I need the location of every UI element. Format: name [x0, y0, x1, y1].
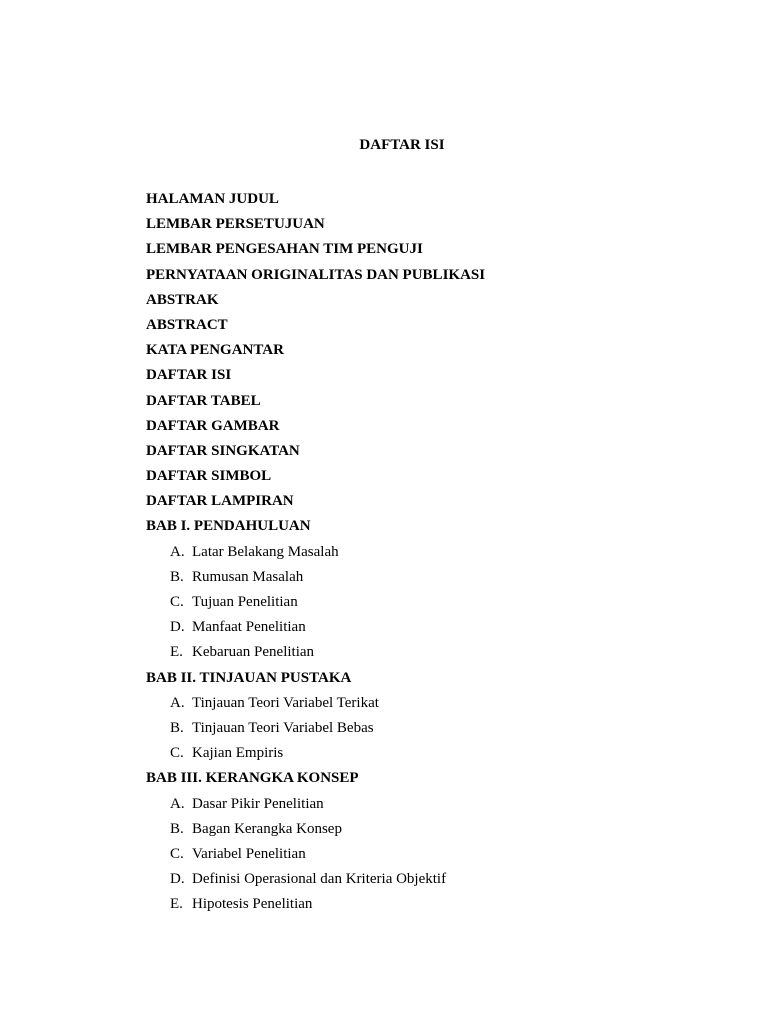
- toc-entry-daftar-simbol: DAFTAR SIMBOL: [146, 468, 272, 485]
- section-label: Latar Belakang Masalah: [192, 543, 339, 560]
- toc-chapter-2: BAB II. TINJAUAN PUSTAKA: [146, 669, 352, 686]
- section-marker: C.: [170, 745, 184, 762]
- toc-section: [146, 716, 485, 741]
- section-label: Tinjauan Teori Variabel Terikat: [192, 694, 379, 711]
- section-label: Variabel Penelitian: [192, 845, 306, 862]
- section-label: Tujuan Penelitian: [192, 594, 298, 610]
- toc-entry-pernyataan-originalitas: PERNYATAAN ORIGINALITAS DAN PUBLIKASI: [146, 266, 486, 283]
- toc-entry-abstract: ABSTRACT: [146, 316, 228, 333]
- toc-section: [146, 540, 485, 565]
- section-marker: C.: [170, 594, 184, 610]
- section-label: Bagan Kerangka Konsep: [192, 820, 342, 837]
- section-marker: E.: [170, 644, 183, 661]
- toc-entry-daftar-gambar: DAFTAR GAMBAR: [146, 417, 280, 434]
- toc-entry-daftar-isi: DAFTAR ISI: [146, 367, 232, 384]
- toc-section: [146, 842, 485, 867]
- page-title: DAFTAR ISI: [359, 137, 445, 153]
- section-label: Rumusan Masalah: [192, 568, 304, 585]
- section-marker: D.: [170, 871, 185, 888]
- section-marker: B.: [170, 820, 184, 837]
- section-marker: B.: [170, 719, 184, 736]
- toc-chapter-3: BAB III. KERANGKA KONSEP: [146, 770, 359, 787]
- toc-chapter-1: BAB I. PENDAHULUAN: [146, 518, 311, 535]
- toc-section: [146, 892, 485, 917]
- section-label: Hipotesis Penelitian: [192, 896, 313, 913]
- toc-section: [146, 640, 485, 665]
- toc-entry-daftar-singkatan: DAFTAR SINGKATAN: [146, 442, 300, 459]
- section-marker: B.: [170, 568, 184, 585]
- toc-section: [146, 590, 485, 615]
- toc-section: [146, 817, 485, 842]
- section-label: Definisi Operasional dan Kriteria Objektif: [192, 871, 447, 888]
- toc-entry-lembar-persetujuan: LEMBAR PERSETUJUAN: [146, 216, 325, 233]
- toc-section: [146, 867, 485, 892]
- toc-section: [146, 691, 485, 716]
- toc-entry-kata-pengantar: KATA PENGANTAR: [146, 342, 284, 359]
- toc-section: [146, 615, 485, 640]
- section-marker: E.: [170, 896, 183, 913]
- toc-entry-halaman-judul: HALAMAN JUDUL: [146, 191, 279, 207]
- section-marker: A.: [170, 795, 185, 812]
- section-marker: C.: [170, 845, 184, 862]
- toc-section: [146, 741, 485, 766]
- toc-entry-daftar-tabel: DAFTAR TABEL: [146, 392, 261, 409]
- toc-section: [146, 792, 485, 817]
- section-marker: A.: [170, 543, 185, 560]
- toc-entry-abstrak: ABSTRAK: [146, 291, 219, 308]
- section-label: Kebaruan Penelitian: [192, 644, 315, 661]
- section-label: Tinjauan Teori Variabel Bebas: [192, 719, 374, 736]
- section-label: Kajian Empiris: [192, 745, 284, 762]
- section-marker: A.: [170, 694, 185, 711]
- section-label: Manfaat Penelitian: [192, 619, 306, 636]
- toc-entry-daftar-lampiran: DAFTAR LAMPIRAN: [146, 493, 294, 510]
- toc-section: [146, 565, 485, 590]
- toc-entry-lembar-pengesahan: LEMBAR PENGESAHAN TIM PENGUJI: [146, 241, 423, 258]
- table-of-contents: [146, 187, 485, 917]
- section-marker: D.: [170, 619, 185, 636]
- section-label: Dasar Pikir Penelitian: [192, 795, 324, 812]
